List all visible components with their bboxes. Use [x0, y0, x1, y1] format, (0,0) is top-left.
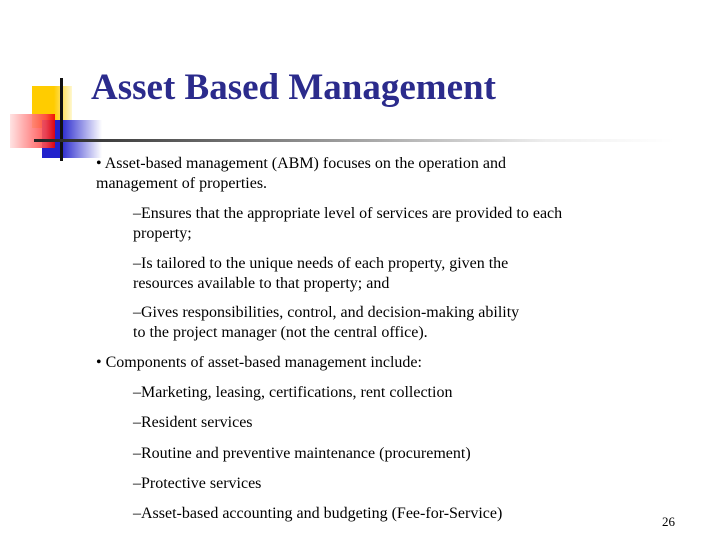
sub-bullet: –Is tailored to the unique needs of each property, given the resources available to that property; and [133, 255, 509, 292]
sub-bullet: –Marketing, leasing, certifications, rent collection [133, 384, 453, 401]
sub-bullet: –Protective services [133, 475, 262, 492]
logo-red-square [10, 114, 55, 148]
sub-bullet: –Routine and preventive maintenance (procurement) [133, 445, 471, 462]
bullet-components: • Components of asset-based management include: [96, 354, 422, 371]
sub-bullet: –Gives responsibilities, control, and decision-making ability to the project manager (not the central office). [133, 304, 520, 341]
sub-bullet: –Ensures that the appropriate level of services are provided to each property; [133, 205, 563, 242]
sub-bullet: –Resident services [133, 414, 253, 431]
sub-bullet: –Asset-based accounting and budgeting (Fee-for-Service) [133, 505, 503, 522]
title-underline [34, 139, 674, 142]
bullet-abm: • Asset-based management (ABM) focuses on the operation and management of properties. [96, 155, 506, 192]
page-number: 26 [662, 514, 675, 529]
slide-title: Asset Based Management [91, 67, 496, 108]
logo-vertical-line [60, 78, 63, 161]
